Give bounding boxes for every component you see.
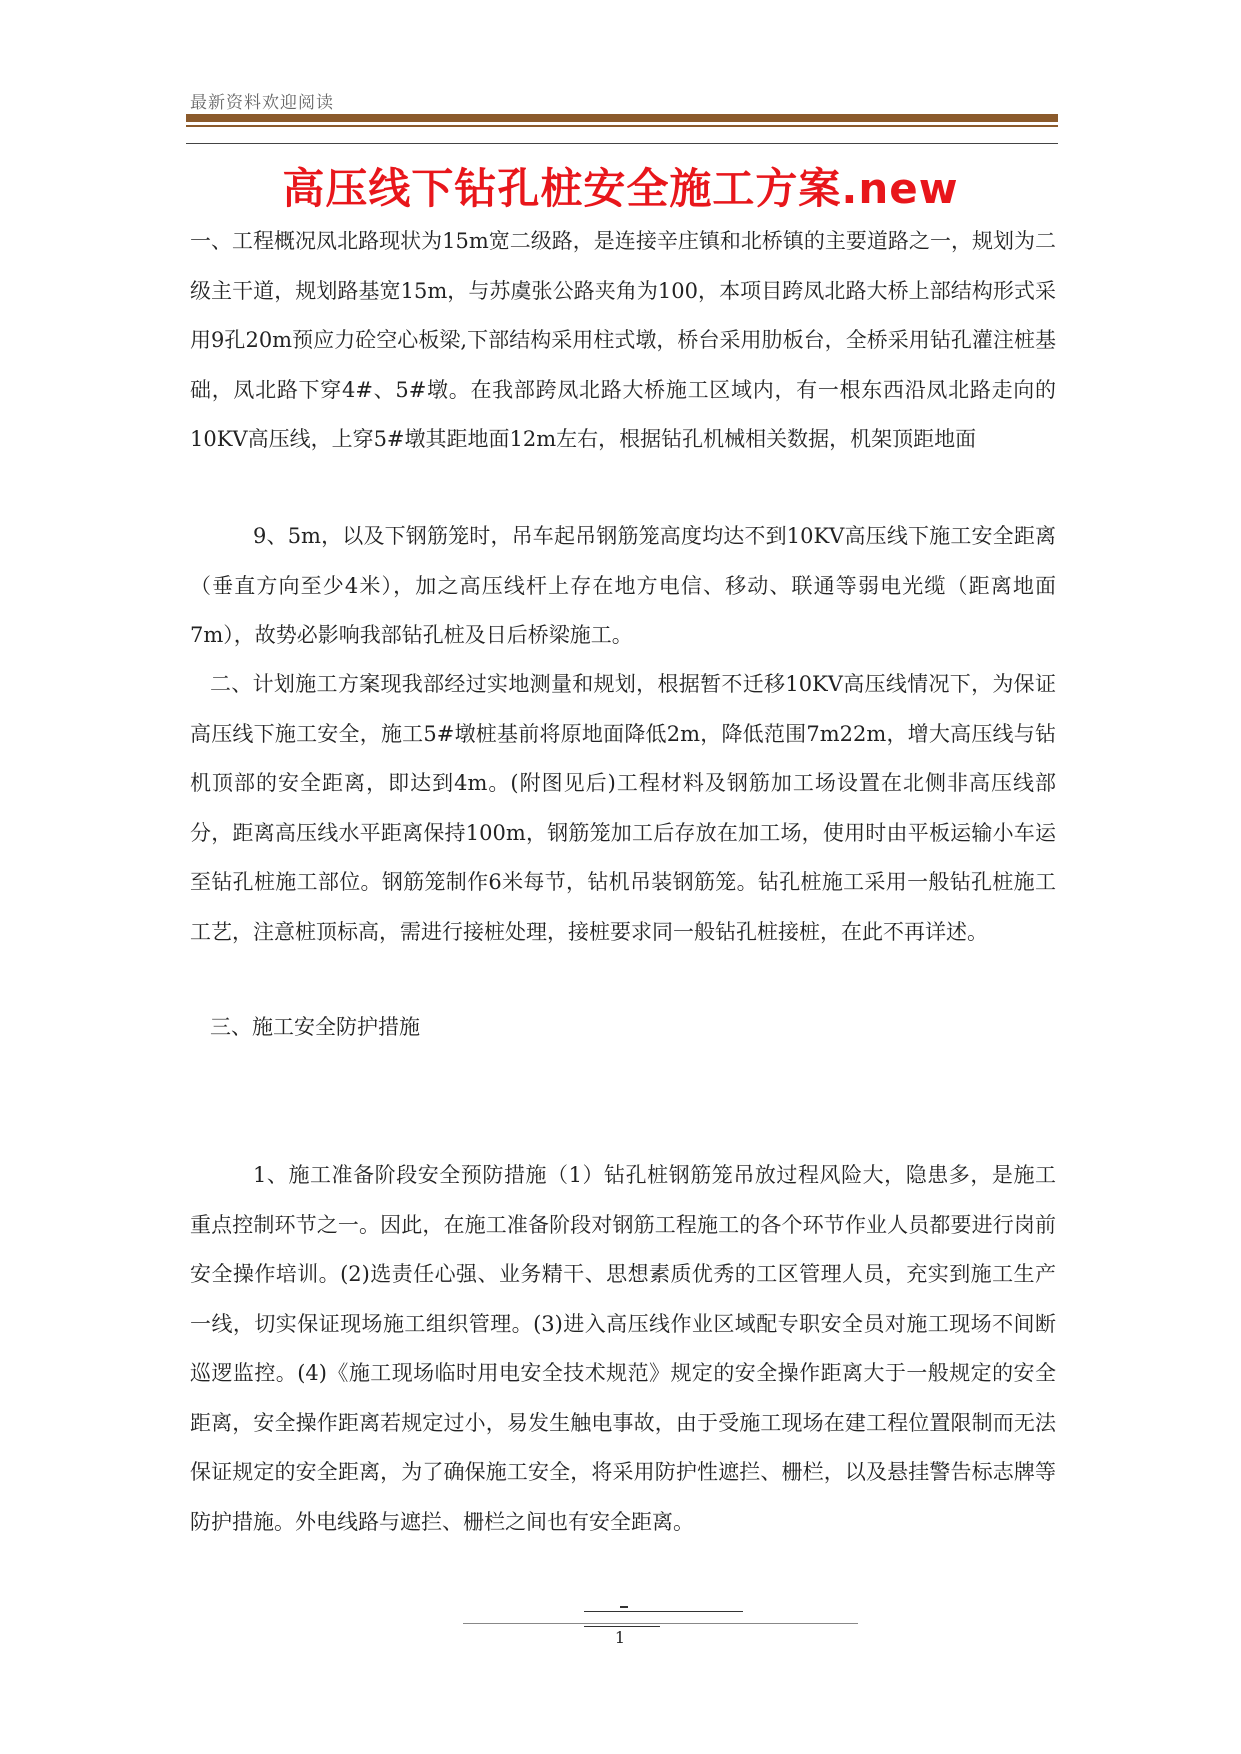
footer-rule [584,1611,743,1612]
document-title: 高压线下钻孔桩安全施工方案.new [282,164,959,213]
paragraph-text: 一、工程概况凤北路现状为15m宽二级路，是连接辛庄镇和北桥镇的主要道路之一，规划为二级主干道，规划路基宽15m，与苏虞张公路夹角为100，本项目跨凤北路大桥上部结构形式采用9孔20m预应力砼空心板梁,下部结构采用柱式墩，桥台采用肋板台，全桥采用钻孔灌注桩基础，凤北路下穿4#、5#墩。在我部跨凤北路大桥施工区域内，有一根东西沿凤北路走向的10KV高压线，上穿5#墩其距地面12m左右，根据钻孔机械相关数据，机架顶距地面 [190,229,1056,451]
paragraph-preparation [190,1151,1056,1547]
paragraph-text: 二、计划施工方案现我部经过实地测量和规划，根据暂不迁移10KV高压线情况下，为保证高压线下施工安全，施工5#墩桩基前将原地面降低2m，降低范围7m22m，增大高压线与钻机顶部的安全距离，即达到4m。(附图见后)工程材料及钢筋加工场设置在北侧非高压线部分，距离高压线水平距离保持100m，钢筋笼加工后存放在加工场，使用时由平板运输小车运至钻孔桩施工部位。钢筋笼制作6米每节，钻机吊装钢筋笼。钻孔桩施工采用一般钻孔桩施工工艺，注意桩顶标高，需进行接桩处理，接桩要求同一般钻孔桩接桩，在此不再详述。 [190,672,1056,944]
paragraph-text: 1、施工准备阶段安全预防措施（1）钻孔桩钢筋笼吊放过程风险大，隐患多，是施工重点控制环节之一。因此，在施工准备阶段对钢筋工程施工的各个环节作业人员都要进行岗前安全操作培训。(2)选责任心强、业务精干、思想素质优秀的工区管理人员，充实到施工生产一线，切实保证现场施工组织管理。(3)进入高压线作业区域配专职安全员对施工现场不间断巡逻监控。(4)《施工现场临时用电安全技术规范》规定的安全操作距离大于一般规定的安全距离，安全操作距离若规定过小，易发生触电事故，由于受施工现场在建工程位置限制而无法保证规定的安全距离，为了确保施工安全，将采用防护性遮拦、栅栏，以及悬挂警告标志牌等防护措施。外电线路与遮拦、栅栏之间也有安全距离。 [190,1163,1056,1534]
footer-mark [620,1606,628,1608]
paragraph-overview [190,217,1056,465]
page-number: 1 [614,1628,626,1647]
footer-rule [463,1623,858,1624]
footer-rule [584,1626,660,1627]
paragraph-text: 三、施工安全防护措施 [210,1015,420,1039]
header-rule-under [186,143,1058,144]
header-rule-thick [186,114,1058,122]
paragraph-text: 9、5m，以及下钢筋笼时，吊车起吊钢筋笼高度均达不到10KV高压线下施工安全距离（垂直方向至少4米），加之高压线杆上存在地方电信、移动、联通等弱电光缆（距离地面7m），故势必影响我部钻孔桩及日后桥梁施工。 [190,524,1056,647]
header-rule-thin [186,125,1058,127]
running-header: 最新资料欢迎阅读 [190,93,334,113]
section-heading-safety [190,1003,1056,1053]
paragraph-distance [190,512,1056,661]
paragraph-plan [190,660,1056,957]
